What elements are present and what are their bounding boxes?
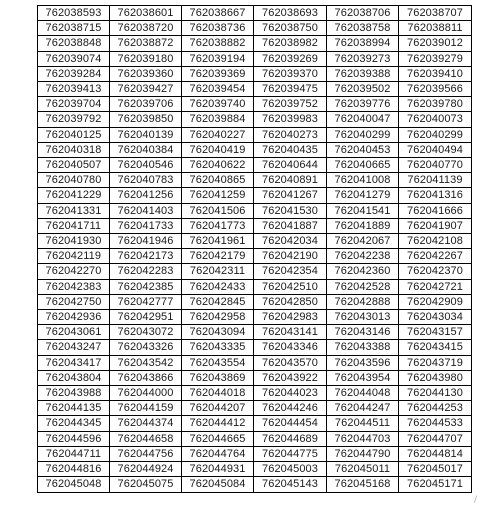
table-row xyxy=(38,431,472,446)
table-cell: 762042238 xyxy=(327,249,399,264)
table-cell: 762043388 xyxy=(327,340,399,355)
table-cell: 762045171 xyxy=(399,477,472,492)
table-cell: 762044816 xyxy=(38,462,110,477)
table-row xyxy=(38,36,472,51)
table-row xyxy=(38,340,472,355)
table-cell: 762040644 xyxy=(254,158,327,173)
table-cell: 762044135 xyxy=(38,401,110,416)
table-cell: 762041773 xyxy=(182,218,254,233)
table-row xyxy=(38,249,472,264)
table-cell: 762041256 xyxy=(110,188,182,203)
table-row xyxy=(38,51,472,66)
table-cell: 762044374 xyxy=(110,416,182,431)
table-cell: 762040780 xyxy=(38,173,110,188)
table-cell: 762042179 xyxy=(182,249,254,264)
table-row xyxy=(38,386,472,401)
table-cell: 762041961 xyxy=(182,234,254,249)
table-cell: 762039269 xyxy=(254,51,327,66)
table-cell: 762039704 xyxy=(38,97,110,112)
table-cell: 762042951 xyxy=(110,310,182,325)
table-cell: 762040047 xyxy=(327,112,399,127)
table-cell: 762043326 xyxy=(110,340,182,355)
table-cell: 762042958 xyxy=(182,310,254,325)
table-cell: 762041229 xyxy=(38,188,110,203)
table-cell: 762042909 xyxy=(399,294,472,309)
table-cell: 762044924 xyxy=(110,462,182,477)
table-row xyxy=(38,325,472,340)
table-cell: 762039074 xyxy=(38,51,110,66)
table-cell: 762044814 xyxy=(399,446,472,461)
table-row xyxy=(38,21,472,36)
table-cell: 762038811 xyxy=(399,21,472,36)
table-cell: 762038706 xyxy=(327,6,399,21)
table-cell: 762042510 xyxy=(254,279,327,294)
table-cell: 762043804 xyxy=(38,370,110,385)
table-cell: 762041139 xyxy=(399,173,472,188)
table-cell: 762044207 xyxy=(182,401,254,416)
table-cell: 762041930 xyxy=(38,234,110,249)
table-cell: 762042777 xyxy=(110,294,182,309)
table-cell: 762044511 xyxy=(327,416,399,431)
table-cell: 762040865 xyxy=(182,173,254,188)
table-row xyxy=(38,310,472,325)
table-cell: 762040435 xyxy=(254,142,327,157)
table-cell: 762044764 xyxy=(182,446,254,461)
table-cell: 762039279 xyxy=(399,51,472,66)
table-cell: 762040125 xyxy=(38,127,110,142)
table-cell: 762042283 xyxy=(110,264,182,279)
table-cell: 762040073 xyxy=(399,112,472,127)
table-row xyxy=(38,112,472,127)
table-cell: 762039983 xyxy=(254,112,327,127)
table-cell: 762040770 xyxy=(399,158,472,173)
document-sheet xyxy=(37,5,471,504)
table-cell: 762040273 xyxy=(254,127,327,142)
table-cell: 762041889 xyxy=(327,218,399,233)
table-cell: 762044931 xyxy=(182,462,254,477)
table-cell: 762042936 xyxy=(38,310,110,325)
table-cell: 762044345 xyxy=(38,416,110,431)
table-cell: 762044018 xyxy=(182,386,254,401)
table-cell: 762042845 xyxy=(182,294,254,309)
table-cell: 762044665 xyxy=(182,431,254,446)
table-cell: 762044756 xyxy=(110,446,182,461)
table-cell: 762045075 xyxy=(110,477,182,492)
table-cell: 762038693 xyxy=(254,6,327,21)
table-row xyxy=(38,158,472,173)
table-cell: 762039284 xyxy=(38,66,110,81)
table-cell: 762040891 xyxy=(254,173,327,188)
table-cell: 762040546 xyxy=(110,158,182,173)
table-cell: 762039776 xyxy=(327,97,399,112)
table-cell: 762044253 xyxy=(399,401,472,416)
table-cell: 762039752 xyxy=(254,97,327,112)
table-cell: 762043013 xyxy=(327,310,399,325)
table-cell: 762039360 xyxy=(110,66,182,81)
table-cell: 762041279 xyxy=(327,188,399,203)
table-row xyxy=(38,188,472,203)
table-row xyxy=(38,82,472,97)
table-cell: 762044048 xyxy=(327,386,399,401)
table-cell: 762042034 xyxy=(254,234,327,249)
page-corner-mark: ∕ xyxy=(474,495,478,505)
table-cell: 762044454 xyxy=(254,416,327,431)
table-cell: 762043146 xyxy=(327,325,399,340)
table-cell: 762044000 xyxy=(110,386,182,401)
table-cell: 762043094 xyxy=(182,325,254,340)
table-cell: 762039706 xyxy=(110,97,182,112)
table-cell: 762038994 xyxy=(327,36,399,51)
table-cell: 762042354 xyxy=(254,264,327,279)
number-table-body xyxy=(38,6,472,493)
table-cell: 762044703 xyxy=(327,431,399,446)
table-cell: 762044023 xyxy=(254,386,327,401)
table-cell: 762042190 xyxy=(254,249,327,264)
table-cell: 762040419 xyxy=(182,142,254,157)
table-cell: 762040318 xyxy=(38,142,110,157)
table-cell: 762043061 xyxy=(38,325,110,340)
table-cell: 762042433 xyxy=(182,279,254,294)
table-row xyxy=(38,97,472,112)
table-cell: 762041403 xyxy=(110,203,182,218)
table-cell: 762043922 xyxy=(254,370,327,385)
table-cell: 762038882 xyxy=(182,36,254,51)
table-cell: 762040507 xyxy=(38,158,110,173)
table-cell: 762043719 xyxy=(399,355,472,370)
table-row xyxy=(38,6,472,21)
table-cell: 762042721 xyxy=(399,279,472,294)
table-cell: 762038872 xyxy=(110,36,182,51)
table-cell: 762039884 xyxy=(182,112,254,127)
table-cell: 762041530 xyxy=(254,203,327,218)
table-cell: 762044533 xyxy=(399,416,472,431)
table-cell: 762038601 xyxy=(110,6,182,21)
table-cell: 762043415 xyxy=(399,340,472,355)
table-cell: 762043570 xyxy=(254,355,327,370)
table-row xyxy=(38,446,472,461)
table-cell: 762041506 xyxy=(182,203,254,218)
table-cell: 762043554 xyxy=(182,355,254,370)
table-cell: 762040299 xyxy=(399,127,472,142)
table-cell: 762039180 xyxy=(110,51,182,66)
table-row xyxy=(38,401,472,416)
table-cell: 762044775 xyxy=(254,446,327,461)
table-cell: 762041711 xyxy=(38,218,110,233)
table-cell: 762042383 xyxy=(38,279,110,294)
table-cell: 762044130 xyxy=(399,386,472,401)
table-cell: 762043141 xyxy=(254,325,327,340)
table-cell: 762043247 xyxy=(38,340,110,355)
table-cell: 762039194 xyxy=(182,51,254,66)
table-row xyxy=(38,279,472,294)
table-cell: 762039273 xyxy=(327,51,399,66)
table-cell: 762043866 xyxy=(110,370,182,385)
table-row xyxy=(38,203,472,218)
table-cell: 762041331 xyxy=(38,203,110,218)
table-cell: 762042360 xyxy=(327,264,399,279)
table-cell: 762040783 xyxy=(110,173,182,188)
table-row xyxy=(38,127,472,142)
table-cell: 762042528 xyxy=(327,279,399,294)
table-row xyxy=(38,477,472,492)
table-cell: 762043034 xyxy=(399,310,472,325)
table-row xyxy=(38,370,472,385)
table-cell: 762039566 xyxy=(399,82,472,97)
table-row xyxy=(38,218,472,233)
table-cell: 762042750 xyxy=(38,294,110,309)
table-cell: 762043869 xyxy=(182,370,254,385)
table-cell: 762038720 xyxy=(110,21,182,36)
table-row xyxy=(38,264,472,279)
table-cell: 762040299 xyxy=(327,127,399,142)
table-cell: 762039369 xyxy=(182,66,254,81)
table-cell: 762038715 xyxy=(38,21,110,36)
table-cell: 762043346 xyxy=(254,340,327,355)
table-cell: 762039740 xyxy=(182,97,254,112)
table-row xyxy=(38,234,472,249)
table-row xyxy=(38,142,472,157)
table-cell: 762045143 xyxy=(254,477,327,492)
table-cell: 762040622 xyxy=(182,158,254,173)
table-cell: 762041267 xyxy=(254,188,327,203)
table-cell: 762043980 xyxy=(399,370,472,385)
table-cell: 762038982 xyxy=(254,36,327,51)
table-cell: 762038758 xyxy=(327,21,399,36)
table-cell: 762044247 xyxy=(327,401,399,416)
table-cell: 762043072 xyxy=(110,325,182,340)
table-cell: 762040494 xyxy=(399,142,472,157)
table-cell: 762043954 xyxy=(327,370,399,385)
table-cell: 762039502 xyxy=(327,82,399,97)
table-cell: 762041666 xyxy=(399,203,472,218)
table-cell: 762042888 xyxy=(327,294,399,309)
table-cell: 762044658 xyxy=(110,431,182,446)
number-table xyxy=(37,5,472,493)
table-cell: 762038848 xyxy=(38,36,110,51)
table-cell: 762040139 xyxy=(110,127,182,142)
table-row xyxy=(38,66,472,81)
table-cell: 762042983 xyxy=(254,310,327,325)
table-cell: 762038667 xyxy=(182,6,254,21)
table-cell: 762038593 xyxy=(38,6,110,21)
table-cell: 762042267 xyxy=(399,249,472,264)
table-cell: 762039850 xyxy=(110,112,182,127)
table-cell: 762042850 xyxy=(254,294,327,309)
table-row xyxy=(38,462,472,477)
table-cell: 762040453 xyxy=(327,142,399,157)
table-cell: 762039413 xyxy=(38,82,110,97)
table-cell: 762044246 xyxy=(254,401,327,416)
table-cell: 762044790 xyxy=(327,446,399,461)
table-cell: 762040384 xyxy=(110,142,182,157)
table-cell: 762044412 xyxy=(182,416,254,431)
table-cell: 762043596 xyxy=(327,355,399,370)
table-row xyxy=(38,355,472,370)
table-cell: 762039410 xyxy=(399,66,472,81)
table-cell: 762039370 xyxy=(254,66,327,81)
table-cell: 762042370 xyxy=(399,264,472,279)
table-cell: 762041008 xyxy=(327,173,399,188)
table-cell: 762039792 xyxy=(38,112,110,127)
table-cell: 762041259 xyxy=(182,188,254,203)
table-cell: 762038707 xyxy=(399,6,472,21)
table-cell: 762044711 xyxy=(38,446,110,461)
table-cell: 762040665 xyxy=(327,158,399,173)
table-cell: 762044707 xyxy=(399,431,472,446)
table-cell: 762038750 xyxy=(254,21,327,36)
table-cell: 762045048 xyxy=(38,477,110,492)
table-cell: 762044596 xyxy=(38,431,110,446)
table-cell: 762045168 xyxy=(327,477,399,492)
table-cell: 762039012 xyxy=(399,36,472,51)
table-cell: 762045017 xyxy=(399,462,472,477)
table-cell: 762039780 xyxy=(399,97,472,112)
table-cell: 762039475 xyxy=(254,82,327,97)
table-cell: 762041541 xyxy=(327,203,399,218)
table-cell: 762042173 xyxy=(110,249,182,264)
table-cell: 762043157 xyxy=(399,325,472,340)
table-cell: 762045084 xyxy=(182,477,254,492)
table-cell: 762044689 xyxy=(254,431,327,446)
table-cell: 762041733 xyxy=(110,218,182,233)
table-cell: 762039454 xyxy=(182,82,254,97)
table-cell: 762042108 xyxy=(399,234,472,249)
table-cell: 762042270 xyxy=(38,264,110,279)
table-cell: 762039388 xyxy=(327,66,399,81)
table-cell: 762042119 xyxy=(38,249,110,264)
table-cell: 762044159 xyxy=(110,401,182,416)
table-cell: 762043988 xyxy=(38,386,110,401)
table-cell: 762041887 xyxy=(254,218,327,233)
table-cell: 762041946 xyxy=(110,234,182,249)
table-cell: 762039427 xyxy=(110,82,182,97)
table-cell: 762043417 xyxy=(38,355,110,370)
table-cell: 762043542 xyxy=(110,355,182,370)
table-row xyxy=(38,173,472,188)
table-cell: 762043335 xyxy=(182,340,254,355)
table-cell: 762038736 xyxy=(182,21,254,36)
table-cell: 762040227 xyxy=(182,127,254,142)
table-cell: 762045003 xyxy=(254,462,327,477)
table-cell: 762041907 xyxy=(399,218,472,233)
table-cell: 762042311 xyxy=(182,264,254,279)
table-cell: 762042067 xyxy=(327,234,399,249)
table-cell: 762045011 xyxy=(327,462,399,477)
table-row xyxy=(38,294,472,309)
table-row xyxy=(38,416,472,431)
table-cell: 762042385 xyxy=(110,279,182,294)
table-cell: 762041316 xyxy=(399,188,472,203)
